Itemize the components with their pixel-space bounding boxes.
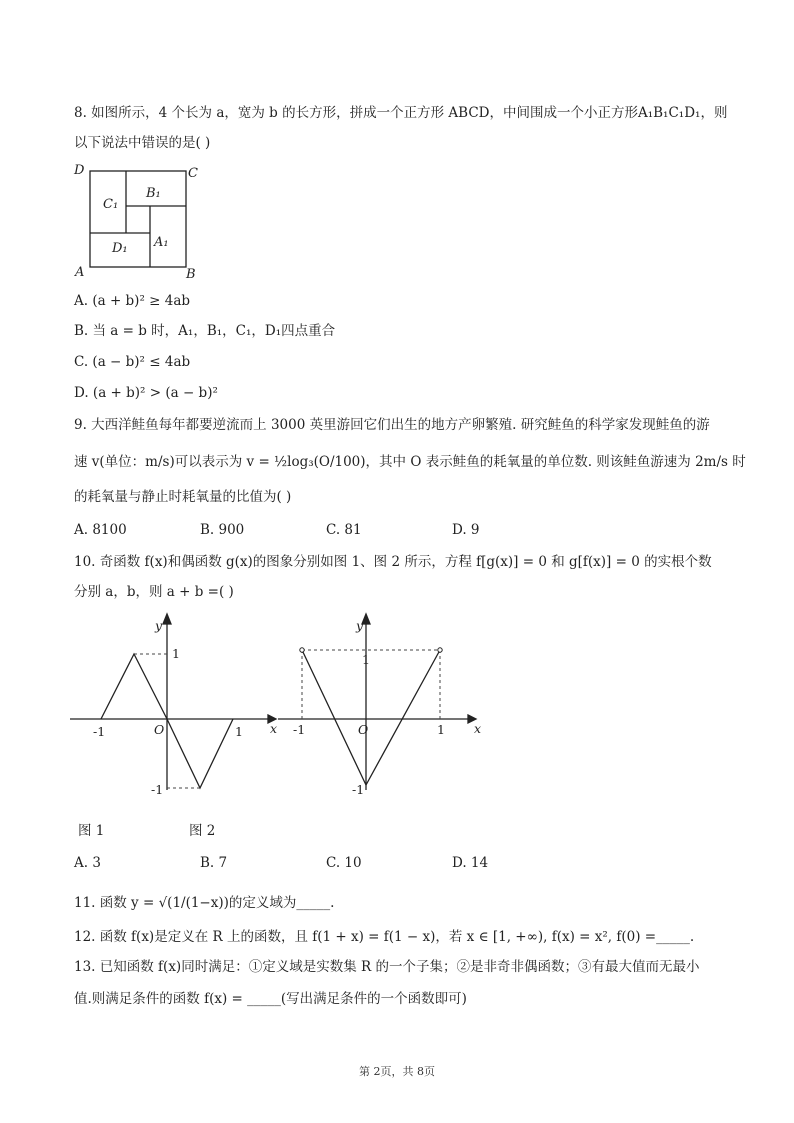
q8-stem-line1: 8. 如图所示，4 个长为 a，宽为 b 的长方形，拼成一个正方形 ABCD，中间围成一个小正方形A₁B₁C₁D₁，则 bbox=[74, 105, 728, 121]
f-tick-xneg1: -1 bbox=[93, 724, 106, 739]
g-tick-yneg1: -1 bbox=[352, 782, 365, 797]
q10-option-b: B. 7 bbox=[200, 855, 228, 871]
q9-option-c: C. 81 bbox=[326, 522, 362, 538]
q9-options bbox=[74, 521, 578, 539]
page-footer: 第 2页，共 8页 bbox=[359, 1065, 435, 1078]
label-C1: C₁ bbox=[103, 197, 119, 212]
g-tick-xneg1: -1 bbox=[293, 722, 306, 737]
f-x-label: x bbox=[270, 721, 278, 736]
label-A: A bbox=[75, 265, 85, 280]
q13-stem-line2: 值.则满足条件的函数 f(x) = _____(写出满足条件的一个函数即可) bbox=[74, 991, 467, 1007]
f-tick-yneg1: -1 bbox=[151, 782, 164, 797]
g-tick-x1: 1 bbox=[437, 722, 445, 737]
f-tick-y1: 1 bbox=[172, 646, 180, 661]
q12-stem: 12. 函数 f(x)是定义在 R 上的函数，且 f(1 + x) = f(1 − x)，若 x ∈ [1, +∞), f(x) = x², f(0) =_____. bbox=[74, 929, 695, 945]
q13-stem-line1: 13. 已知函数 f(x)同时满足：①定义域是实数集 R 的一个子集；②是非奇非偶函数；③有最大值而无最小 bbox=[74, 959, 700, 975]
g-tick-y1: 1 bbox=[362, 652, 370, 667]
q9-stem-line2: 速 v(单位：m/s)可以表示为 v = ½log₃(O/100)，其中 O 表示鲑鱼的耗氧量的单位数. 则该鲑鱼游速为 2m/s 时 bbox=[74, 454, 746, 470]
label-D1: D₁ bbox=[112, 241, 128, 256]
q9-option-a: A. 8100 bbox=[74, 522, 127, 538]
f-tick-x1: 1 bbox=[235, 724, 243, 739]
q8-square-figure bbox=[74, 160, 204, 282]
q8-option-a: A. (a + b)² ≥ 4ab bbox=[74, 293, 191, 309]
q10-fig2-caption: 图 2 bbox=[189, 823, 216, 839]
q9-option-d: D. 9 bbox=[452, 522, 480, 538]
q10-stem-line1: 10. 奇函数 f(x)和偶函数 g(x)的图象分别如图 1、图 2 所示，方程 f[g(x)] = 0 和 g[f(x)] = 0 的实根个数 bbox=[74, 554, 712, 570]
q8-option-d: D. (a + b)² > (a − b)² bbox=[74, 385, 218, 401]
label-A1: A₁ bbox=[154, 235, 169, 250]
q11-stem: 11. 函数 y = √(1/(1−x))的定义域为_____. bbox=[74, 895, 335, 911]
f-y-label: y bbox=[155, 618, 163, 633]
f-origin-label: O bbox=[154, 722, 165, 737]
q10-option-d: D. 14 bbox=[452, 855, 489, 871]
g-x-label: x bbox=[474, 721, 482, 736]
q10-options bbox=[74, 854, 578, 872]
q9-stem-line1: 9. 大西洋鲑鱼每年都要逆流而上 3000 英里游回它们出生的地方产卵繁殖. 研究鲑鱼的科学家发现鲑鱼的游 bbox=[74, 417, 710, 433]
q8-option-c: C. (a − b)² ≤ 4ab bbox=[74, 354, 191, 370]
g-y-label: y bbox=[356, 618, 364, 633]
q10-fig1-caption: 图 1 bbox=[78, 823, 105, 839]
q10-option-a: A. 3 bbox=[74, 855, 101, 871]
q10-graph-f bbox=[70, 612, 285, 802]
q9-option-b: B. 900 bbox=[200, 522, 245, 538]
q10-graph-g bbox=[278, 612, 493, 802]
label-B1: B₁ bbox=[146, 186, 161, 201]
q10-stem-line2: 分别 a，b，则 a + b =( ) bbox=[74, 584, 234, 600]
label-B: B bbox=[186, 267, 196, 282]
q8-option-b: B. 当 a = b 时，A₁，B₁，C₁，D₁四点重合 bbox=[74, 323, 336, 339]
label-D: D bbox=[74, 163, 85, 178]
q9-stem-line3: 的耗氧量与静止时耗氧量的比值为( ) bbox=[74, 489, 292, 505]
q10-option-c: C. 10 bbox=[326, 855, 362, 871]
q8-stem-line2: 以下说法中错误的是( ) bbox=[74, 135, 211, 151]
g-origin-label: O bbox=[358, 722, 369, 737]
label-C: C bbox=[188, 166, 198, 181]
